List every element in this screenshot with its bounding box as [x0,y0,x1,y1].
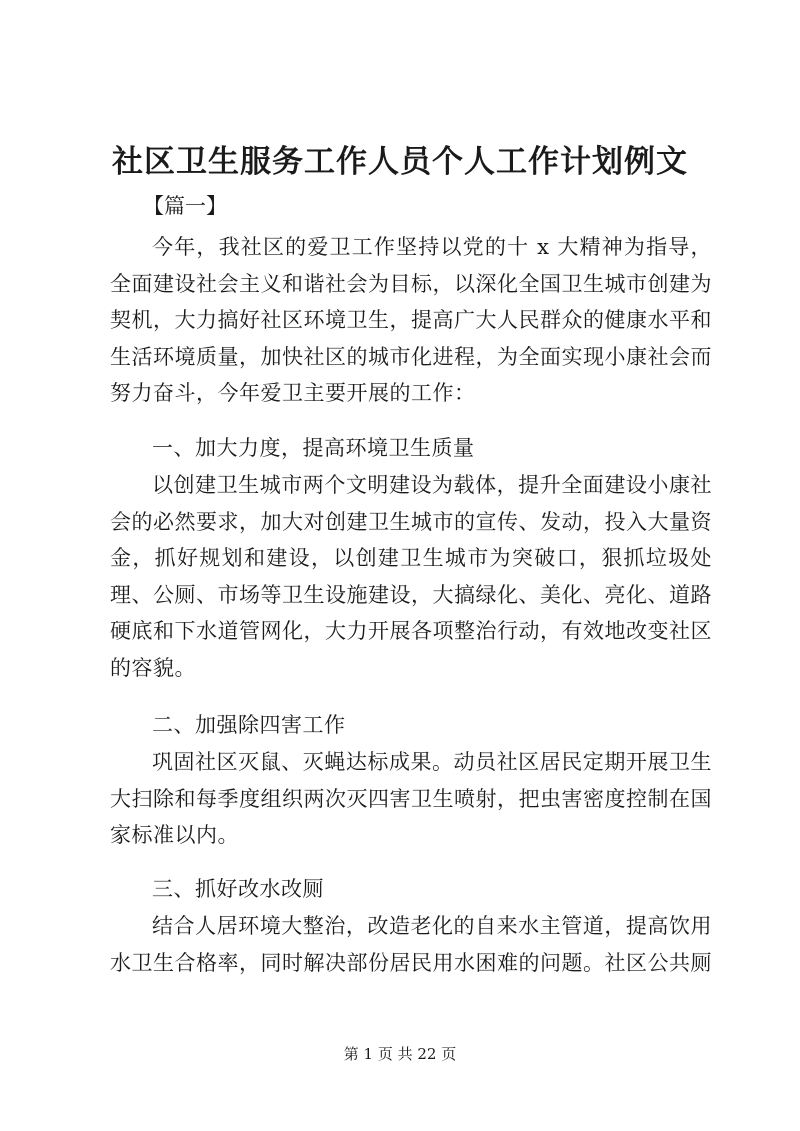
heading-pest-control: 二、加强除四害工作 [152,713,346,737]
section-label: 【篇一】 [143,194,227,218]
paragraph-pest-control: 巩固社区灭鼠、灭蝇达标成果。动员社区居民定期开展卫生大扫除和每季度组织两次灭四害卫生喷射，把虫害密度控制在国家标准以内。 [110,750,712,848]
page-footer: 第 1 页 共 22 页 [343,1045,457,1063]
heading-water-toilet: 三、抓好改水改厕 [152,877,324,901]
paragraph-environment: 以创建卫生城市两个文明建设为载体，提升全面建设小康社会的必然要求，加大对创建卫生城市的宣传、发动，投入大量资金，抓好规划和建设，以创建卫生城市为突破口，狠抓垃圾处理、公厕、市场等卫生设施建设，大搞绿化、美化、亮化、道路硬底和下水道管网化，大力开展各项整治行动，有效地改变社区的容貌。 [110,473,712,680]
heading-environment: 一、加大力度，提高环境卫生质量 [152,436,475,460]
document-title: 社区卫生服务工作人员个人工作计划例文 [112,144,688,180]
paragraph-intro: 今年，我社区的爱卫工作坚持以党的十 x 大精神为指导，全面建设社会主义和谐社会为目标，以深化全国卫生城市创建为契机，大力搞好社区环境卫生，提高广大人民群众的健康水平和生活环境质量，加快社区的城市化进程，为全面实现小康社会而努力奋斗，今年爱卫主要开展的工作： [110,235,712,406]
paragraph-water-toilet: 结合人居环境大整治，改造老化的自来水主管道，提高饮用水卫生合格率，同时解决部份居民用水困难的问题。社区公共厕 [110,914,712,975]
